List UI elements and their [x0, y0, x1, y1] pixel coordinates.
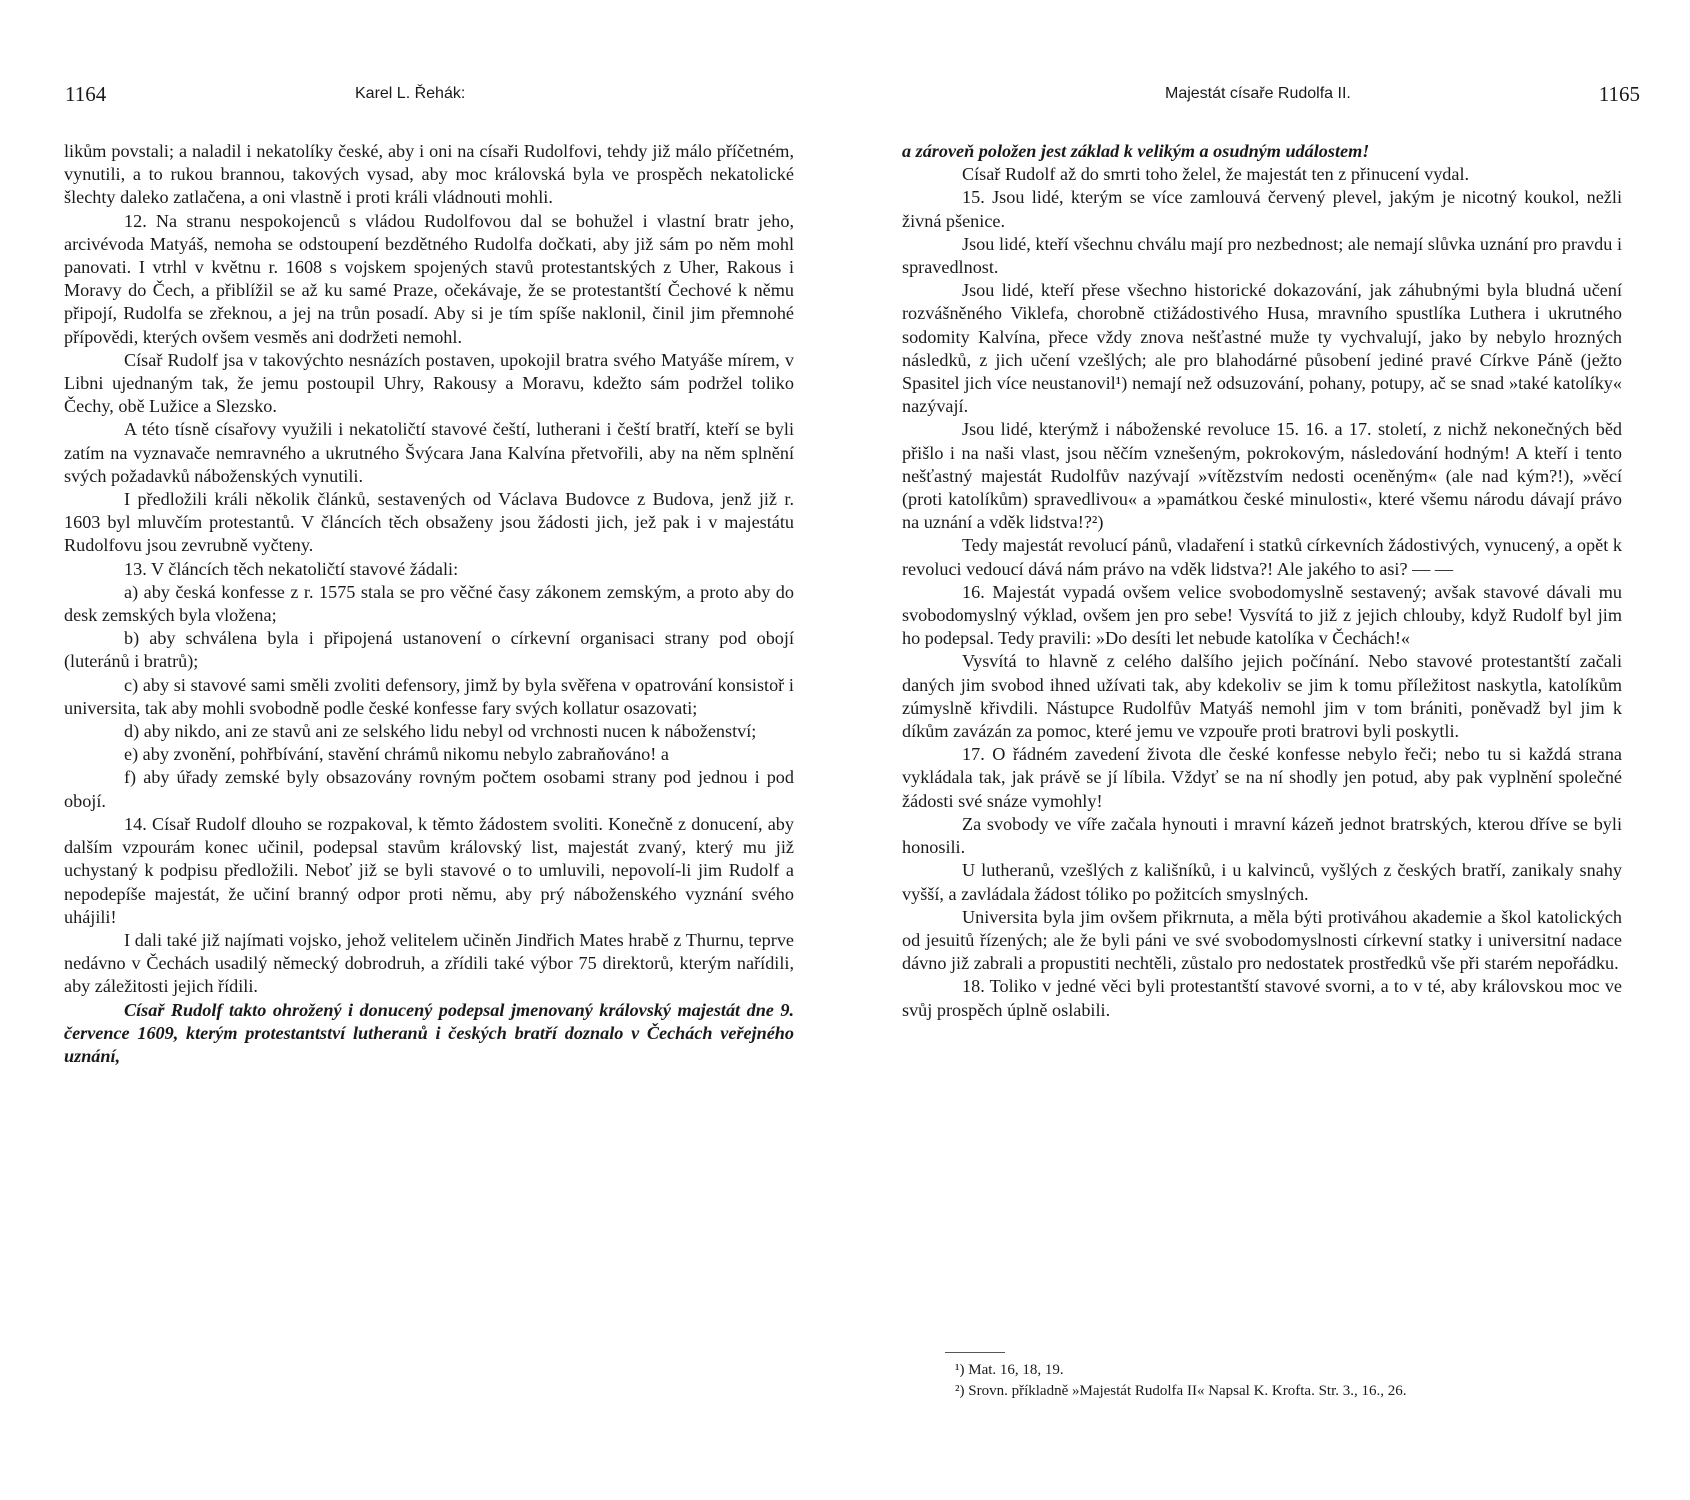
- list-item: e) aby zvonění, pohřbívání, stavění chrámů nikomu nebylo zabraňováno! a: [124, 744, 669, 765]
- right-page-body: [902, 140, 1622, 1022]
- paragraph: Jsou lidé, kterýmž i náboženské revoluce 15. 16. a 17. století, z nichž nekonečných běd přišlo i na naši vlast, jsou něčím vznešeným, pokrokovým, následování hodným! A kteří i tento nešťastný majestát Rudolfův nazývají »vítězstvím nedosti oceněným« (ale nad kým?!), »věcí (proti katolíkům) spravedlivou« a »památkou české minulosti«, které všemu národu dávají právo na uznání a vděk lidstva!?²): [902, 419, 1622, 533]
- paragraph: 15. Jsou lidé, kterým se více zamlouvá červený plevel, jakým je nicotný koukol, nežli živná pšenice.: [902, 187, 1622, 231]
- paragraph: 14. Císař Rudolf dlouho se rozpakoval, k těmto žádostem svoliti. Konečně z donucení, aby dalším vzpourám konec učinil, podepsal stavům královský list, majestát zvaný, který mu již uchystaný k podpisu předložili. Neboť již se byli stavové o to umluvili, nepovolí-li jim Rudolf a nepodepíše majestát, že učiní branný odpor proti němu, aby prý náboženského vyznání svého uhájili!: [64, 813, 794, 927]
- footnote: ¹) Mat. 16, 18, 19.: [955, 1362, 1064, 1378]
- left-page-header: [0, 82, 845, 112]
- right-page: [845, 0, 1690, 1500]
- paragraph: 16. Majestát vypadá ovšem velice svobodomyslně sestavený; avšak stavové dávali mu svobodomyslný výklad, ovšem jen pro sebe! Vysvítá to již z jejich chlouby, když Rudolf byl jim ho podepsal. Tedy pravili: »Do desíti let nebude katolíka v Čechách!«: [902, 581, 1622, 649]
- paragraph: 13. V článcích těch nekatoličtí stavové žádali:: [124, 558, 459, 579]
- paragraph: U lutheranů, vzešlých z kališníků, i u kalvinců, vyšlých z českých bratří, zanikaly snahy vyšší, a zavládala žádost tóliko po požitcích smyslných.: [902, 860, 1622, 904]
- paragraph: likům povstali; a naladil i nekatolíky české, aby i oni na císaři Rudolfovi, tehdy již málo příčetném, vynutili, a to rukou brannou, takových vysad, aby moc královská byla ve prospěch nekatolické šlechty daleko zatlačena, a oni vlastně i proti králi vládnouti mohli.: [64, 141, 794, 208]
- paragraph: Universita byla jim ovšem přikrnuta, a měla býti protiváhou akademie a škol katolických od jesuitů řízených; ale že byli páni ve své svobodomyslnosti církevní statky i universitní nadace dávno již zabrali a propustiti nechtěli, zůstalo pro nedostatek prostředků vše při starém nepořádku.: [902, 906, 1622, 974]
- paragraph: Tedy majestát revolucí pánů, vladaření i statků církevních žádostivých, vynucený, a opět k revoluci vedoucí dává nám právo na vděk lidstva?! Ale jakého to asi? — —: [902, 535, 1622, 579]
- paragraph: I dali také již najímati vojsko, jehož velitelem učiněn Jindřich Mates hrabě z Thurnu, teprve nedávno v Čechách usadilý německý dobrodruh, a zřídili také výbor 75 direktorů, kterým nařídili, aby záležitosti jejich řídili.: [64, 929, 794, 997]
- paragraph: Císař Rudolf takto ohrožený i donucený podepsal jmenovaný královský majestát dne 9. července 1609, kterým protestantství lutheranů i českých bratří doznalo v Čechách veřejného uznání,: [64, 999, 794, 1066]
- running-head: Karel L. Řehák:: [355, 85, 466, 102]
- list-item: d) aby nikdo, ani ze stavů ani ze selského lidu nebyl od vrchnosti nucen k náboženství;: [124, 721, 757, 742]
- paragraph: 17. O řádném zavedení života dle české konfesse nebylo řeči; nebo tu si každá strana vykládala tak, jak právě se jí líbila. Vždyť se na ní shodly jen potud, aby pak vyplnění společné žádosti své snáze vymohly!: [902, 744, 1622, 811]
- paragraph: Císař Rudolf až do smrti toho želel, že majestát ten z přinucení vydal.: [962, 164, 1470, 185]
- page-number: 1164: [65, 82, 107, 106]
- paragraph: Jsou lidé, kteří všechnu chválu mají pro nezbednost; ale nemají slůvka uznání pro pravdu i spravedlnost.: [902, 233, 1622, 278]
- list-item: f) aby úřady zemské byly obsazovány rovným počtem osobami strany pod jednou i pod obojí.: [64, 767, 794, 811]
- footnote-divider: [945, 1352, 1005, 1353]
- paragraph: Císař Rudolf jsa v takovýchto nesnázích postaven, upokojil bratra svého Matyáše mírem, v Libni ujednaným tak, že jemu postoupil Uhry, Rakousy a Moravu, kdežto sám podržel toliko Čechy, obě Lužice a Slezsko.: [64, 349, 794, 417]
- paragraph: Jsou lidé, kteří přese všechno historické dokazování, jak záhubnými byla bludná učení rozvášněného Viklefa, chorobně ctižádostivého Husa, mravního spustlíka Luthera i ukrutného sodomity Kalvína, přece vždy znova nešťastné muže ty vychvalují, jako by nebylo hrozných následků, z jich učení vzešlých; ale pro blahodárné působení jediné pravé Církve Páně (ježto Spasitel jich více neustanovil¹) nemají než odsuzování, pohany, potupy, ač se snad »také katolíky« nazývají.: [902, 280, 1622, 417]
- paragraph: Vysvítá to hlavně z celého dalšího jejich počínání. Nebo stavové protestantští začali daných jim svobod ihned užívati tak, aby kdekoliv se jim k tomu příležitost naskytla, katolíkům zúmyslně křivdili. Nástupce Rudolfův Matyáš nemohl jim v tom brániti, poněvadž byl jim k díkům zavázán za pomoc, které jemu ve vzpouře proti bratrovi byli poskytli.: [902, 651, 1622, 742]
- list-item: b) aby schválena byla i připojená ustanovení o církevní organisaci strany pod obojí (luteránů i bratrů);: [64, 628, 794, 672]
- running-head: Majestát císaře Rudolfa II.: [1165, 85, 1351, 102]
- paragraph: a zároveň položen jest základ k velikým a osudným událostem!: [902, 141, 1370, 161]
- paragraph: A této tísně císařovy využili i nekatoličtí stavové čeští, lutherani i čeští bratří, kteří se byli zatím na vyznavače nemravného a ukrutného Švýcara Jana Kalvína přetvořili, aby na něm splnění svých požadavků náboženských vynutili.: [64, 419, 794, 486]
- list-item: c) aby si stavové sami směli zvoliti defensory, jimž by byla svěřena v opatrování konsistoř i universita, tak aby mohli svobodně podle české konfesse fary svých kollatur osazovati;: [64, 674, 794, 718]
- left-page-body: [64, 140, 794, 1068]
- list-item: a) aby česká konfesse z r. 1575 stala se pro věčné časy zákonem zemským, a proto aby do desk zemských byla vložena;: [64, 581, 794, 626]
- paragraph: Za svobody ve víře začala hynouti i mravní kázeň jednot bratrských, kterou dříve se byli honosili.: [902, 813, 1622, 858]
- right-page-header: [845, 82, 1690, 112]
- page-number: 1165: [1598, 82, 1640, 106]
- footnotes: [955, 1360, 1615, 1402]
- paragraph: 18. Toliko v jedné věci byli protestantští stavové svorni, a to v té, aby královskou moc ve svůj prospěch úplně oslabili.: [902, 976, 1622, 1020]
- paragraph: 12. Na stranu nespokojenců s vládou Rudolfovou dal se bohužel i vlastní bratr jeho, arcivévoda Matyáš, nemoha se odstoupení bezdětného Rudolfa dočkati, aby již sám po něm mohl panovati. I vtrhl v květnu r. 1608 s vojskem spojených stavů protestantských z Uher, Rakous i Moravy do Čech, a přiblížil se až ku samé Praze, očekávaje, že se protestantští Čechové k němu připojí, Rudolfa se zřeknou, a jej na trůn posadí. Aby si je tím spíše naklonil, činil jim přemnohé přípovědi, kterých ovšem vesměs ani dodržeti nemohl.: [64, 210, 794, 347]
- paragraph: I předložili králi několik článků, sestavených od Václava Budovce z Budova, jenž již r. 1603 byl mluvčím protestantů. V článcích těch obsaženy jsou žádosti jich, jež pak i v majestátu Rudolfovu jsou zevrubně vyčteny.: [64, 489, 794, 556]
- footnote: ²) Srovn. příkladně »Majestát Rudolfa II« Napsal K. Krofta. Str. 3., 16., 26.: [955, 1383, 1407, 1399]
